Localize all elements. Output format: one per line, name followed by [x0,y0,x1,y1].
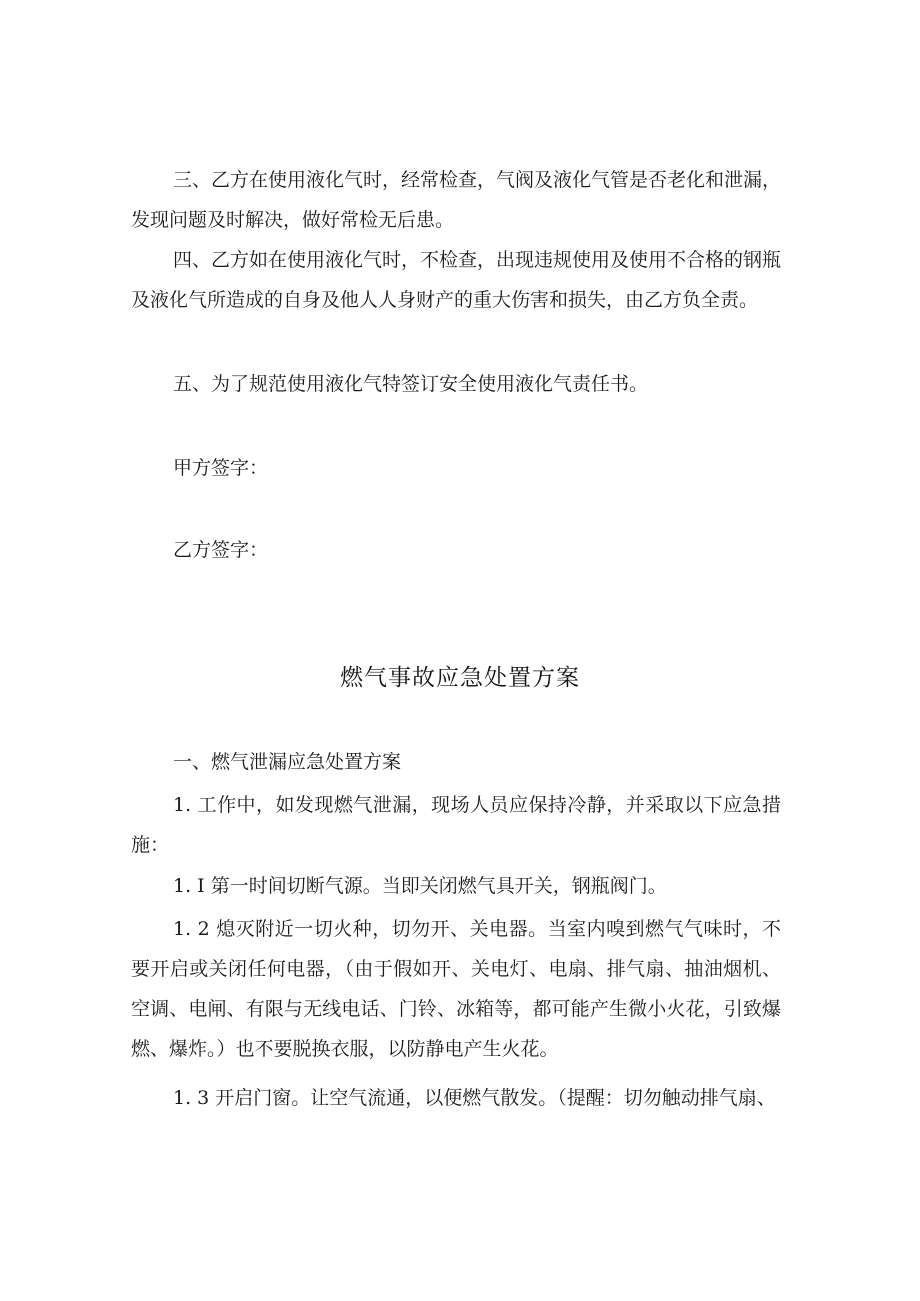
clause-five [131,364,781,404]
clause-four-text: 四、乙方如在使用液化气时，不检查，出现违规使用及使用不合格的钢瓶及液化气所造成的自身及他人人身财产的重大伤害和损失，由乙方负全责。 [131,249,782,311]
party-b-signature-label: 乙方签字： [173,539,269,561]
plan-title: 燃气事故应急处置方案 [340,665,580,691]
plan-item-1-2 [131,909,781,1069]
section-one-heading [131,742,781,782]
clause-five-text: 五、为了规范使用液化气特签订安全使用液化气责任书。 [173,373,649,395]
plan-item-1-1-text: 1. I 第一时间切断气源。当即关闭燃气具开关，钢瓶阀门。 [173,875,667,897]
plan-item-1-text: 1. 工作中，如发现燃气泄漏，现场人员应保持冷静，并采取以下应急措施： [131,794,781,856]
clause-three [131,160,781,240]
clause-three-text: 三、乙方在使用液化气时，经常检查，气阀及液化气管是否老化和泄漏，发现问题及时解决，做好常检无后患。 [131,169,782,231]
plan-item-1 [131,785,781,865]
plan-item-1-3-text: 1. 3 开启门窗。让空气流通，以便燃气散发。（提醒：切勿触动排气扇、 [173,1087,776,1109]
plan-item-1-1 [131,866,781,906]
plan-item-1-3 [131,1078,781,1118]
clause-four [131,240,781,320]
party-a-signature-label: 甲方签字： [173,457,269,479]
section-one-text: 一、燃气泄漏应急处置方案 [173,751,402,773]
plan-item-1-2-text: 1. 2 熄灭附近一切火种，切勿开、关电器。当室内嗅到燃气气味时，不要开启或关闭任何电器，（由于假如开、关电灯、电扇、排气扇、抽油烟机、空调、电闸、有限与无线电话、门铃、冰箱等，都可能产生微小火花，引致爆燃、爆炸。）也不要脱换衣服，以防静电产生火花。 [131,918,781,1060]
